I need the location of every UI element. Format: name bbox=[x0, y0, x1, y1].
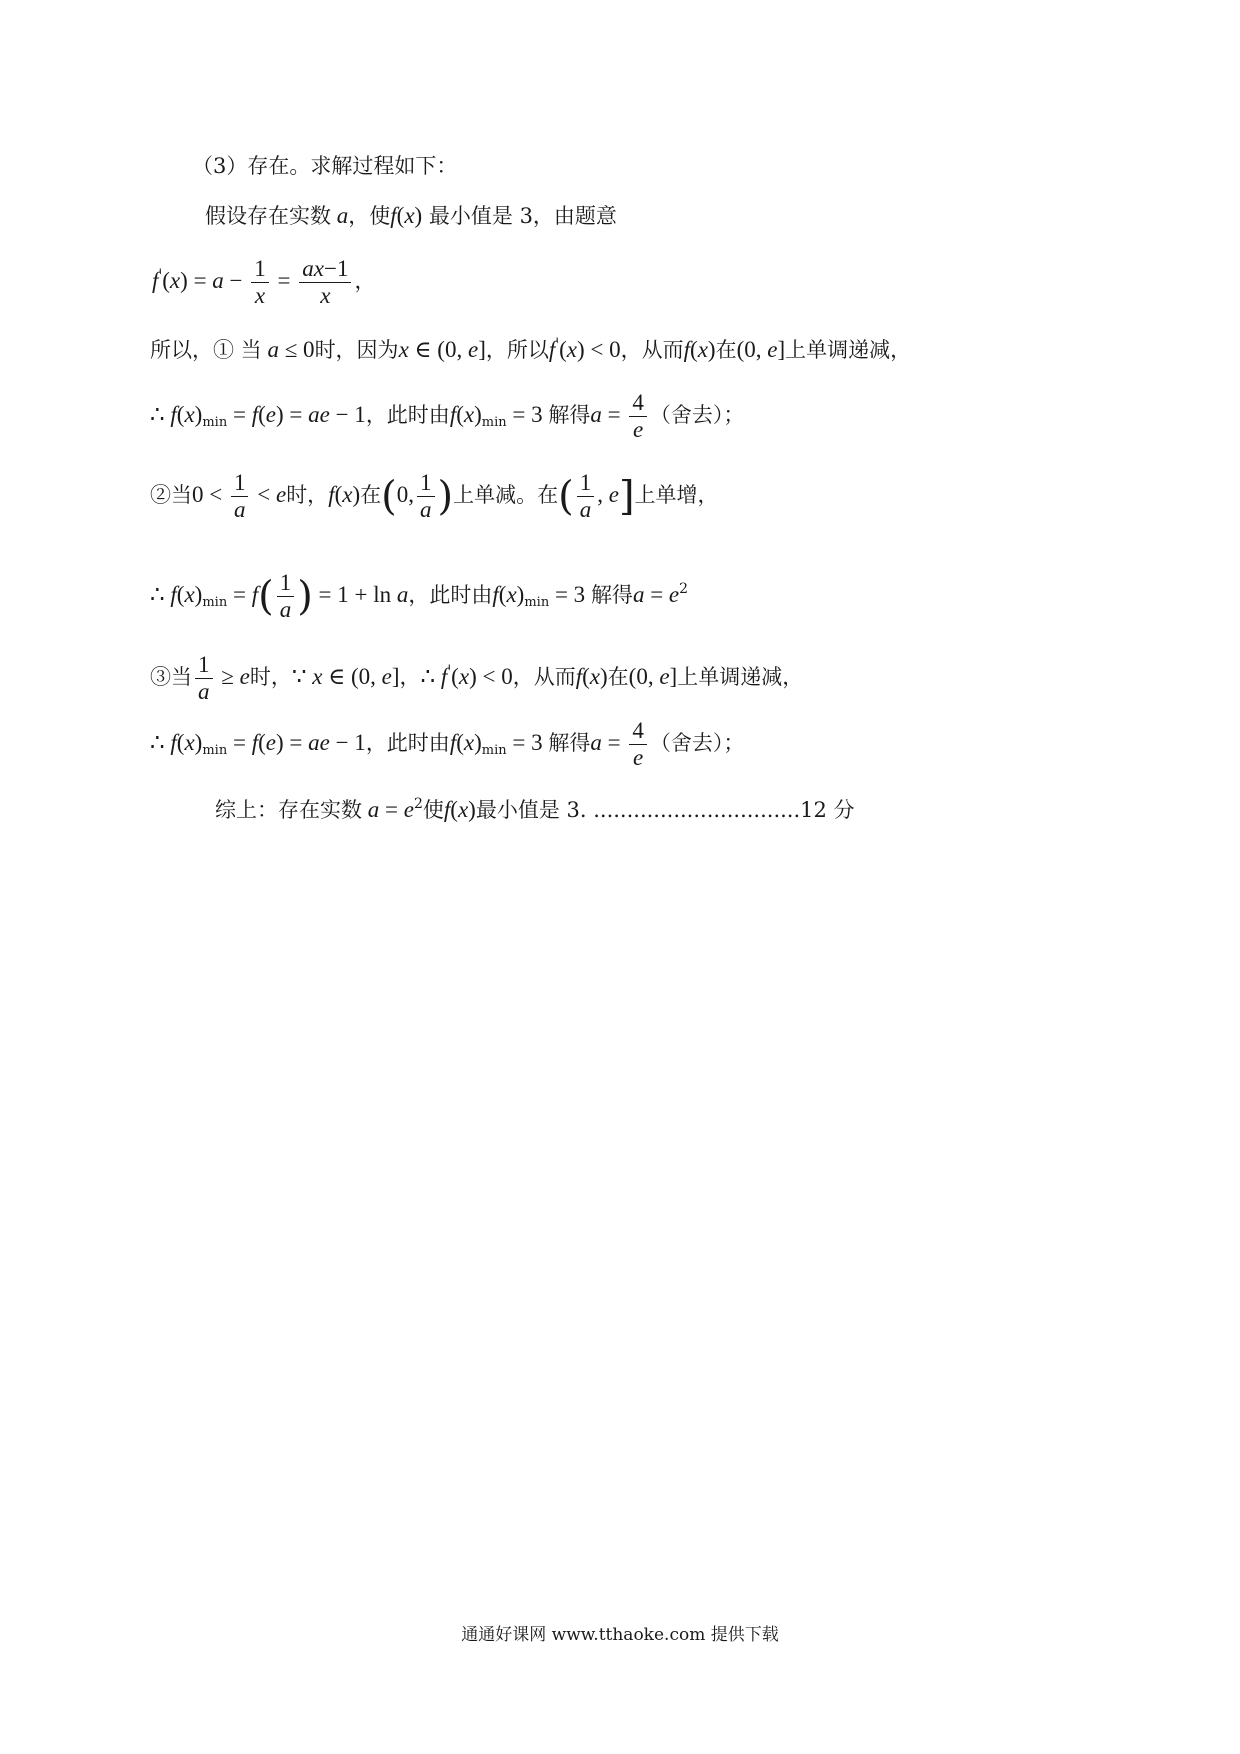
fraction-ax-minus-1-over-x: $\frac{ax-1}{x}$ bbox=[299, 256, 351, 309]
footer-credit: 通通好课网 www.tthaoke.com 提供下载 bbox=[461, 1625, 779, 1645]
derivative-formula: f'(x) = a − $\frac{1}{x}$ = $\frac{ax-1}{x}$ ， bbox=[152, 256, 376, 308]
case1-condition: 所以，① 当 a ≤ 0时，因为x ∈ (0, e]，所以f'(x) < 0，从而f(x)在(0, e]上单调递减， bbox=[150, 336, 912, 362]
conclusion: 综上：存在实数 $a = e^2$使f(x)最小值是 3. ...............................12 分 bbox=[215, 796, 855, 822]
fraction-one-over-x: $\frac{1}{x}$ bbox=[251, 256, 269, 309]
case3-result: ∴ $f(x)_{min} = f(e)$ = ae − 1，此时由$f(x)_{min} = 3$ 解得a = $\frac{4}{e}$ （舍去）； bbox=[150, 718, 745, 770]
fraction-4-over-e: $\frac{4}{e}$ bbox=[629, 390, 647, 443]
case3-condition: ③当 $\frac{1}{a}$ ≥ e时，∵ x ∈ (0, e]，∴ f'(x) < 0，从而f(x)在(0, e]上单调递减， bbox=[150, 652, 804, 704]
assumption-line: 假设存在实数 a，使f(x) 最小值是 3，由题意 bbox=[205, 203, 617, 228]
fx-expr: f bbox=[390, 203, 397, 228]
case2-result: ∴ $f(x)_{min} = f$( $\frac{1}{a}$ ) = 1 + ln a，此时由$f(x)_{min} = 3$ 解得$a = e^2$ bbox=[150, 570, 689, 622]
part3-heading: （3）存在。求解过程如下： bbox=[192, 154, 458, 178]
case1-result: ∴ $f(x)_{min} = f(e)$ = ae − 1，此时由$f(x)_{min} = 3$ 解得a = $\frac{4}{e}$ （舍去）； bbox=[150, 390, 745, 442]
case2-condition: ②当0 < $\frac{1}{a}$ < e时，f(x)在(0, $\frac{1}{a}$ )上单减。在( $\frac{1}{a}$ , e]上单增， bbox=[150, 470, 719, 522]
